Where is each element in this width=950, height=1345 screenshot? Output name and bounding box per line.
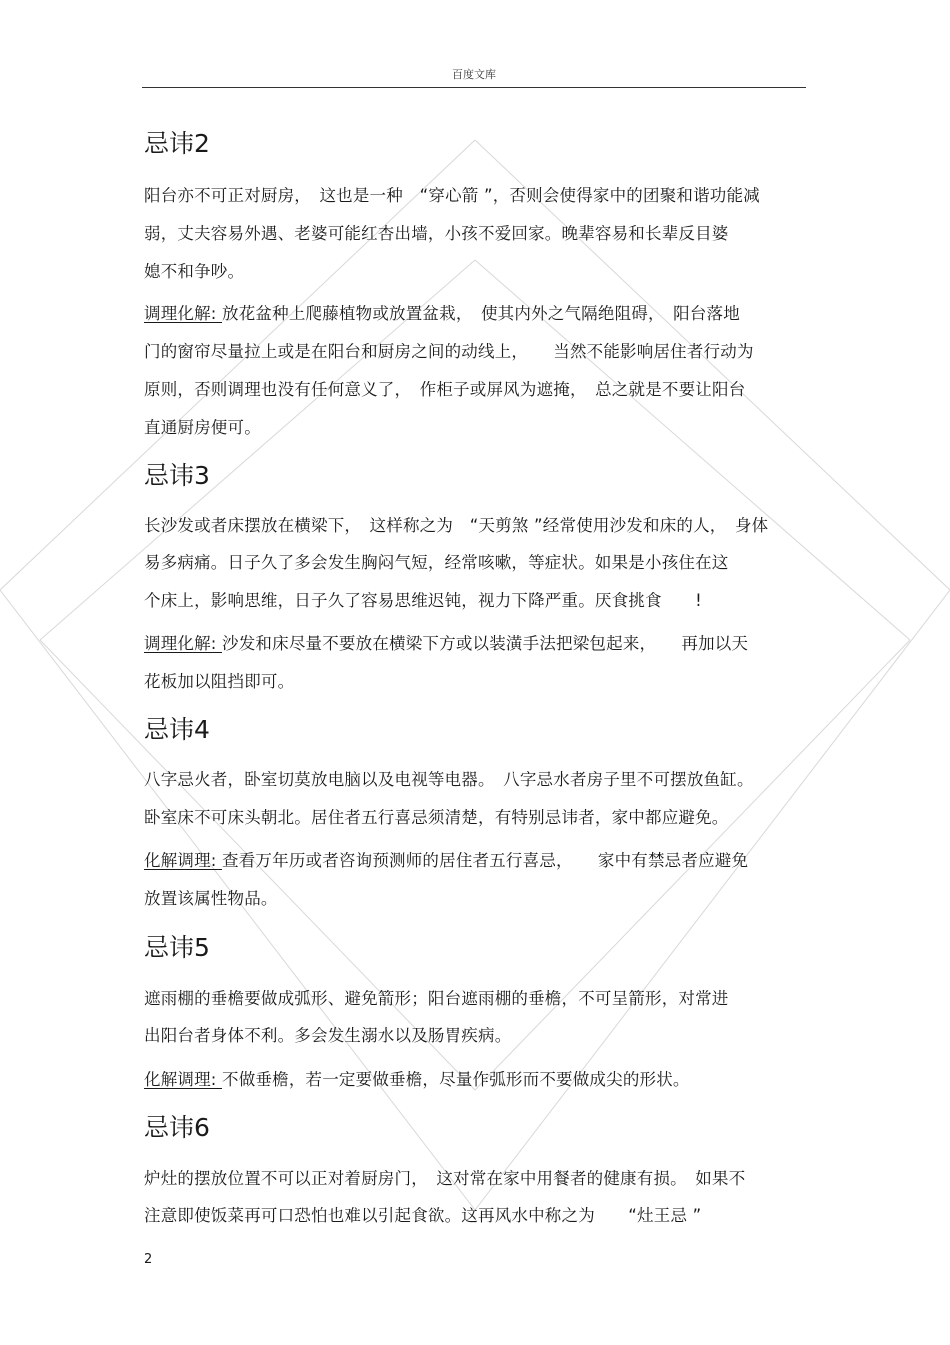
paragraph-line: 放置该属性物品。 <box>144 889 278 908</box>
paragraph-line: 直通厨房便可。 <box>144 418 261 437</box>
page-header: 百度文库 <box>142 66 806 88</box>
paragraph-line: 炉灶的摆放位置不可以正对着厨房门， 这对常在家中用餐者的健康有损。 如果不 <box>144 1169 746 1188</box>
paragraph-line: 注意即使饭菜再可口恐怕也难以引起食欲。这再风水中称之为 “灶王忌 ” <box>144 1206 702 1225</box>
paragraph-line: 媳不和争吵。 <box>144 262 245 281</box>
paragraph-line: 长沙发或者床摆放在横梁下， 这样称之为 “天剪煞 ”经常使用沙发和床的人， 身体 <box>144 516 769 535</box>
paragraph-line: 遮雨棚的垂檐要做成弧形、避免箭形；阳台遮雨棚的垂檐，不可呈箭形，对常进 <box>144 989 729 1008</box>
remedy-text: 沙发和床尽量不要放在横梁下方或以装潢手法把梁包起来， 再加以天 <box>222 634 749 653</box>
remedy-label: 调理化解: <box>144 304 223 323</box>
remedy-line <box>144 847 748 871</box>
remedy-text: 查看万年历或者咨询预测师的居住者五行喜忌， 家中有禁忌者应避免 <box>222 851 749 870</box>
section-title: 忌讳5 <box>144 933 210 962</box>
section-title: 忌讳4 <box>144 715 210 744</box>
page-number: 2 <box>144 1252 153 1267</box>
paragraph-line: 花板加以阻挡即可。 <box>144 672 295 691</box>
remedy-label: 化解调理: <box>144 1070 223 1089</box>
paragraph-line: 弱，丈夫容易外遇、老婆可能红杏出墙，小孩不爱回家。晚辈容易和长辈反目婆 <box>144 224 729 243</box>
paragraph-line: 门的窗帘尽量拉上或是在阳台和厨房之间的动线上， 当然不能影响居住者行动为 <box>144 342 754 361</box>
paragraph-line: 卧室床不可床头朝北。居住者五行喜忌须清楚，有特别忌讳者，家中都应避免。 <box>144 808 729 827</box>
paragraph-line: 出阳台者身体不利。多会发生溺水以及肠胃疾病。 <box>144 1026 512 1045</box>
paragraph-line: 原则，否则调理也没有任何意义了， 作柜子或屏风为遮掩， 总之就是不要让阳台 <box>144 380 746 399</box>
remedy-label: 化解调理: <box>144 851 223 870</box>
remedy-line <box>144 300 740 324</box>
section-title: 忌讳3 <box>144 461 210 490</box>
remedy-text: 不做垂檐，若一定要做垂檐，尽量作弧形而不要做成尖的形状。 <box>222 1070 690 1089</box>
remedy-label: 调理化解: <box>144 634 223 653</box>
paragraph-line: 八字忌火者，卧室切莫放电脑以及电视等电器。 八字忌水者房子里不可摆放鱼缸。 <box>144 770 754 789</box>
paragraph-line: 易多病痛。日子久了多会发生胸闷气短，经常咳嗽，等症状。如果是小孩住在这 <box>144 553 729 572</box>
section-title: 忌讳2 <box>144 129 210 158</box>
remedy-line <box>144 1066 690 1090</box>
section-title: 忌讳6 <box>144 1113 210 1142</box>
paragraph-line: 阳台亦不可正对厨房， 这也是一种 “穿心箭 ”，否则会使得家中的团聚和谐功能减 <box>144 186 760 205</box>
remedy-text: 放花盆种上爬藤植物或放置盆栽， 使其内外之气隔绝阻碍， 阳台落地 <box>222 304 740 323</box>
paragraph-line: 个床上，影响思维，日子久了容易思维迟钝，视力下降严重。厌食挑食 ! <box>144 591 702 610</box>
remedy-line <box>144 630 748 654</box>
